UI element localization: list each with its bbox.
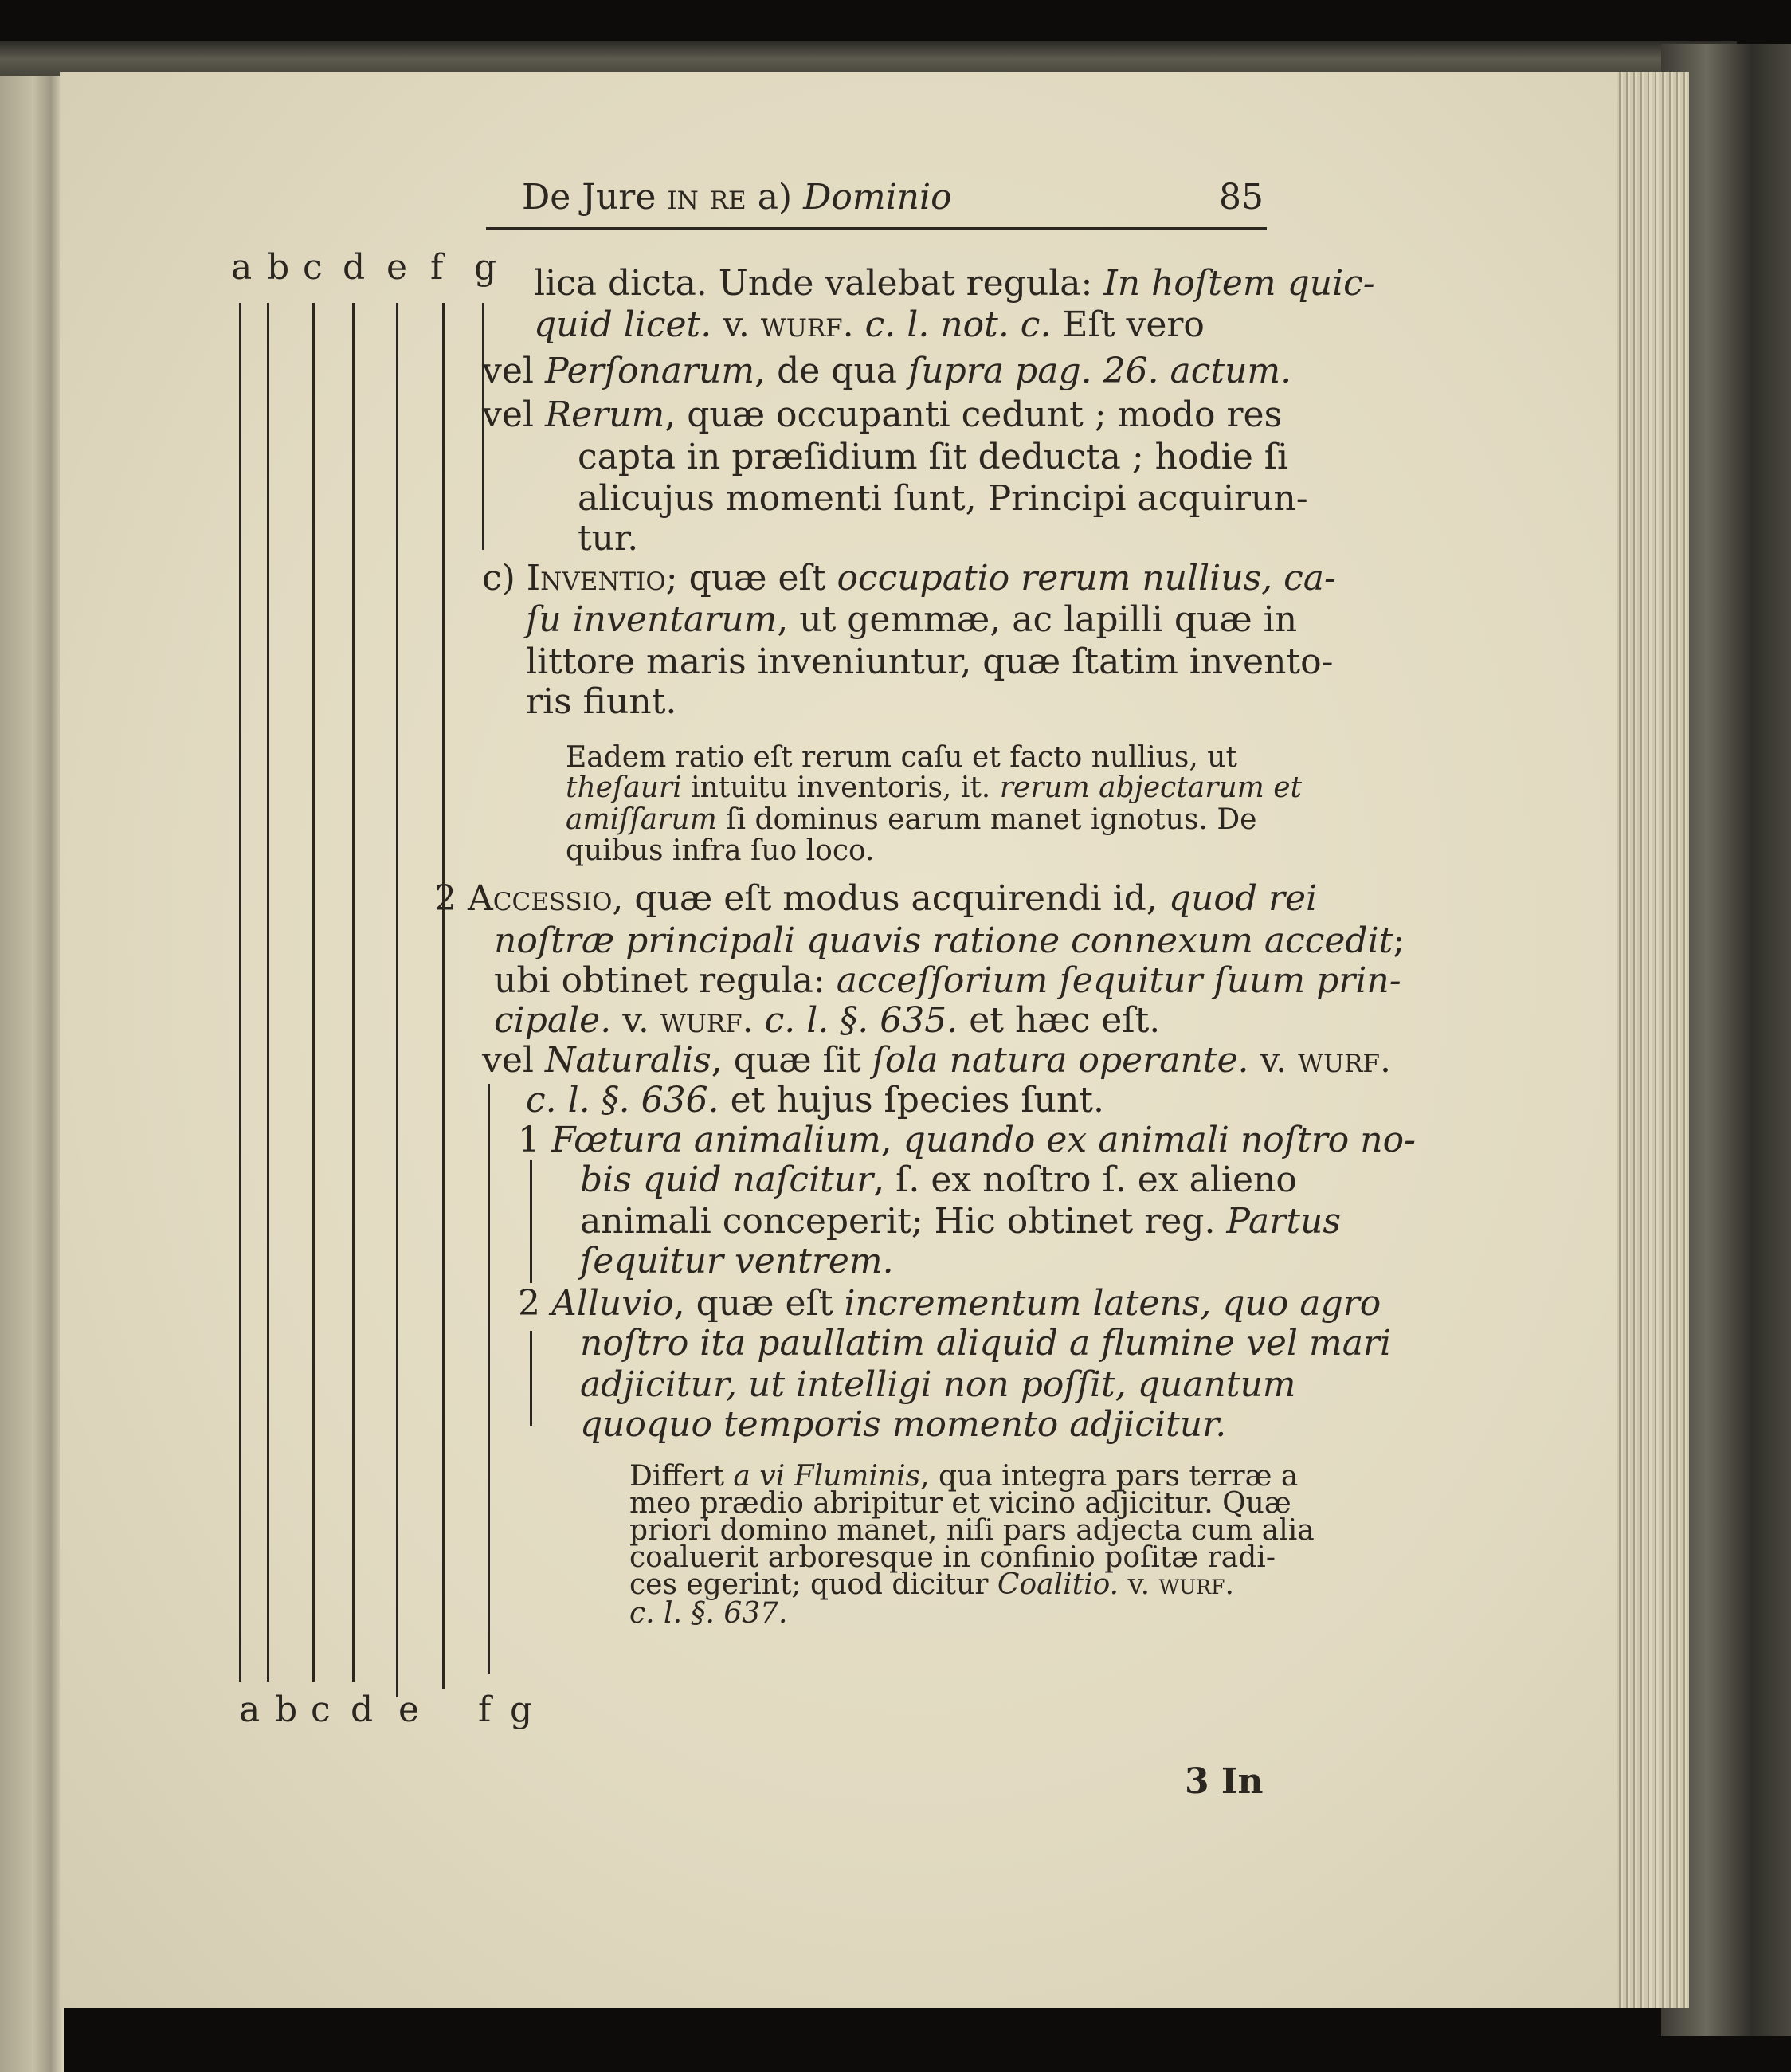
text-segment: 2 xyxy=(434,878,468,919)
text-line xyxy=(578,518,638,559)
header-rule xyxy=(486,227,1267,230)
header-title-2: in re xyxy=(667,177,747,218)
bracket-letter-top-b: b xyxy=(267,247,290,288)
text-segment: ſola natura operante. xyxy=(872,1040,1249,1081)
bracket-letter-top-f: f xyxy=(430,247,444,288)
text-line xyxy=(580,1364,1296,1405)
text-segment: meo prædio abripitur et vicino adjicitur. Quæ xyxy=(629,1487,1291,1520)
text-segment: , de qua xyxy=(754,351,908,391)
text-segment: lica dicta. Unde valebat regula: xyxy=(534,263,1104,304)
bracket-line-c xyxy=(312,303,315,1682)
text-line xyxy=(518,1120,1416,1160)
text-segment: c. l. §. 637. xyxy=(629,1597,788,1630)
header-title-3: a) xyxy=(757,177,793,218)
text-segment: bis quid naſcitur xyxy=(580,1160,874,1200)
text-line xyxy=(566,741,1237,774)
bracket-line-g2 xyxy=(488,1084,490,1674)
bracket-letter-top-d: d xyxy=(343,247,366,288)
text-line xyxy=(494,920,1405,961)
text-segment: ubi obtinet regula: xyxy=(494,960,837,1001)
text-segment: , ut gemmæ, ac lapilli quæ in xyxy=(777,599,1298,640)
text-segment: Inventio xyxy=(526,558,666,598)
text-line xyxy=(518,1283,1381,1324)
text-segment: v. xyxy=(1248,1040,1299,1081)
text-segment: v. xyxy=(611,1000,660,1041)
bracket-letter-top-e: e xyxy=(386,247,408,288)
text-line xyxy=(482,558,1336,598)
text-segment: vel xyxy=(482,351,545,391)
text-segment: , quæ occupanti cedunt ; modo res xyxy=(664,394,1283,435)
text-segment: littore maris inveniuntur, quæ ſtatim invento- xyxy=(526,642,1334,682)
text-segment: Perſonarum xyxy=(544,351,755,391)
text-segment: et hæc eſt. xyxy=(958,1000,1161,1041)
text-segment: animali conceperit; Hic obtinet reg. xyxy=(580,1201,1227,1242)
text-segment: 1 xyxy=(518,1120,551,1160)
book-page xyxy=(60,72,1617,2008)
text-line xyxy=(526,681,676,722)
text-segment: tur. xyxy=(578,518,639,559)
bracket-line-sub2 xyxy=(530,1331,532,1426)
text-line xyxy=(578,437,1288,477)
text-segment: , xyxy=(880,1120,903,1160)
catchword: 3 In xyxy=(1185,1761,1264,1802)
text-segment: v. xyxy=(711,304,761,345)
text-segment: In hoſtem quic- xyxy=(1103,263,1375,304)
text-line xyxy=(534,263,1375,304)
text-line xyxy=(566,834,875,867)
text-segment: Alluvio xyxy=(551,1283,674,1324)
text-segment: intuitu inventoris, it. xyxy=(681,771,1000,804)
text-segment: ſupra pag. 26. actum. xyxy=(908,351,1292,391)
text-segment: wurf. xyxy=(760,304,854,345)
text-line xyxy=(580,1404,1226,1445)
text-line xyxy=(434,878,1317,919)
text-line xyxy=(482,351,1291,391)
text-segment: c. l. §. 635. xyxy=(753,1000,958,1041)
text-segment: incrementum latens, quo agro xyxy=(844,1283,1381,1324)
text-segment: ris fiunt. xyxy=(526,681,677,722)
text-segment: ces egerint; quod dicitur xyxy=(629,1568,997,1601)
text-segment: ſequitur ventrem. xyxy=(580,1241,894,1281)
text-segment: a vi Fluminis xyxy=(733,1460,921,1493)
text-segment: c. l. not. c. xyxy=(853,304,1052,345)
text-line xyxy=(580,1323,1391,1364)
text-segment: Fœtura animalium xyxy=(551,1120,881,1160)
text-segment: , ſ. ex noſtro ſ. ex alieno xyxy=(873,1160,1297,1200)
text-segment: c) xyxy=(482,558,527,598)
text-segment: quoquo temporis momento adjicitur. xyxy=(580,1404,1227,1445)
text-segment: noſtro ita paullatim aliquid a flumine vel mari xyxy=(580,1323,1392,1364)
text-line xyxy=(580,1201,1341,1242)
text-segment: ſu inventarum xyxy=(526,599,778,640)
text-line xyxy=(482,394,1282,435)
text-segment: vel xyxy=(482,1040,545,1081)
text-segment: Eſt vero xyxy=(1051,304,1205,345)
text-line xyxy=(629,1597,788,1630)
text-line xyxy=(526,642,1333,682)
text-segment: rerum abjectarum et xyxy=(999,771,1302,804)
text-segment: cipale. xyxy=(494,1000,612,1041)
bracket-line-f xyxy=(442,303,445,1689)
book-gutter xyxy=(32,76,64,2072)
text-segment: alicujus momenti ſunt, Principi acquirun- xyxy=(578,478,1308,519)
text-line xyxy=(534,304,1205,345)
text-segment: Rerum xyxy=(544,394,665,435)
bracket-line-b xyxy=(267,303,269,1682)
text-segment: theſauri xyxy=(566,771,682,804)
text-segment: quod rei xyxy=(1168,878,1318,919)
text-segment: Naturalis xyxy=(544,1040,711,1081)
text-segment: wurf. xyxy=(1298,1040,1391,1081)
text-segment: Accessio xyxy=(467,878,613,919)
text-segment: priori domino manet, niſi pars adjecta cum alia xyxy=(629,1514,1315,1547)
text-segment: , qua integra pars terræ a xyxy=(920,1460,1299,1493)
text-line xyxy=(580,1160,1297,1200)
bracket-letter-bottom-c: c xyxy=(311,1689,331,1730)
text-segment: Coalitio. xyxy=(997,1568,1119,1601)
text-segment: 2 xyxy=(518,1283,551,1324)
bracket-letter-top-g: g xyxy=(474,247,497,288)
bracket-line-a xyxy=(239,303,241,1682)
bracket-letter-bottom-a: a xyxy=(239,1689,261,1730)
bracket-letter-top-c: c xyxy=(303,247,323,288)
text-segment: ſi dominus earum manet ignotus. De xyxy=(716,803,1257,836)
text-segment: amiſſarum xyxy=(566,803,717,836)
text-segment: et hujus ſpecies ſunt. xyxy=(719,1080,1104,1120)
bracket-line-d xyxy=(352,303,355,1682)
text-segment: v. xyxy=(1119,1568,1159,1601)
text-segment: noſtræ principali quavis ratione connexum accedit xyxy=(494,920,1393,961)
text-segment: c. l. §. 636. xyxy=(526,1080,719,1120)
text-segment: vel xyxy=(482,394,545,435)
text-segment: , quæ eſt xyxy=(673,1283,845,1324)
text-segment: , quæ eſt modus acquirendi id, xyxy=(612,878,1169,919)
bracket-letter-bottom-b: b xyxy=(275,1689,298,1730)
text-segment: quibus infra ſuo loco. xyxy=(566,834,875,867)
text-segment: acceſſorium ſequitur ſuum prin- xyxy=(836,960,1401,1001)
text-segment: , quæ ſit xyxy=(711,1040,872,1081)
text-segment: Eadem ratio eſt rerum caſu et facto nullius, ut xyxy=(566,741,1237,774)
bracket-letter-bottom-e: e xyxy=(398,1689,420,1730)
text-segment: adjicitur, ut intelligi non poſſit, quantum xyxy=(580,1364,1296,1405)
text-line xyxy=(494,960,1401,1001)
bracket-letter-bottom-g: g xyxy=(510,1689,533,1730)
running-header xyxy=(522,177,952,218)
text-line xyxy=(566,771,1302,804)
text-line xyxy=(578,478,1308,519)
text-segment: ; quæ eſt xyxy=(665,558,837,598)
bracket-line-sub1 xyxy=(530,1160,532,1283)
text-line xyxy=(494,1000,1160,1041)
text-line xyxy=(526,599,1297,640)
text-segment: occupatio rerum nullius, ca- xyxy=(837,558,1336,598)
text-line xyxy=(526,1080,1104,1120)
text-segment: Differt xyxy=(629,1460,734,1493)
bracket-letter-bottom-f: f xyxy=(478,1689,492,1730)
text-line xyxy=(566,803,1257,836)
page-number: 85 xyxy=(1219,177,1264,218)
text-segment: quando ex animali noſtro no- xyxy=(903,1120,1416,1160)
text-line xyxy=(482,1040,1391,1081)
text-segment: capta in præſidium ſit deducta ; hodie ſi xyxy=(578,437,1289,477)
text-segment: quid licet. xyxy=(534,304,712,345)
text-segment: ; xyxy=(1393,920,1405,961)
bracket-letter-bottom-d: d xyxy=(351,1689,374,1730)
text-line xyxy=(580,1241,894,1281)
header-title-1: De Jure xyxy=(522,177,656,218)
text-segment: coaluerit arboresque in confinio poſitæ radi- xyxy=(629,1541,1276,1574)
text-segment: wurf. xyxy=(660,1000,754,1041)
bracket-line-e xyxy=(396,303,398,1697)
text-segment: wurf. xyxy=(1158,1568,1234,1601)
text-line xyxy=(629,1568,1234,1601)
bracket-letter-top-a: a xyxy=(231,247,253,288)
header-title-4: Dominio xyxy=(803,177,952,218)
text-segment: Partus xyxy=(1226,1201,1341,1242)
